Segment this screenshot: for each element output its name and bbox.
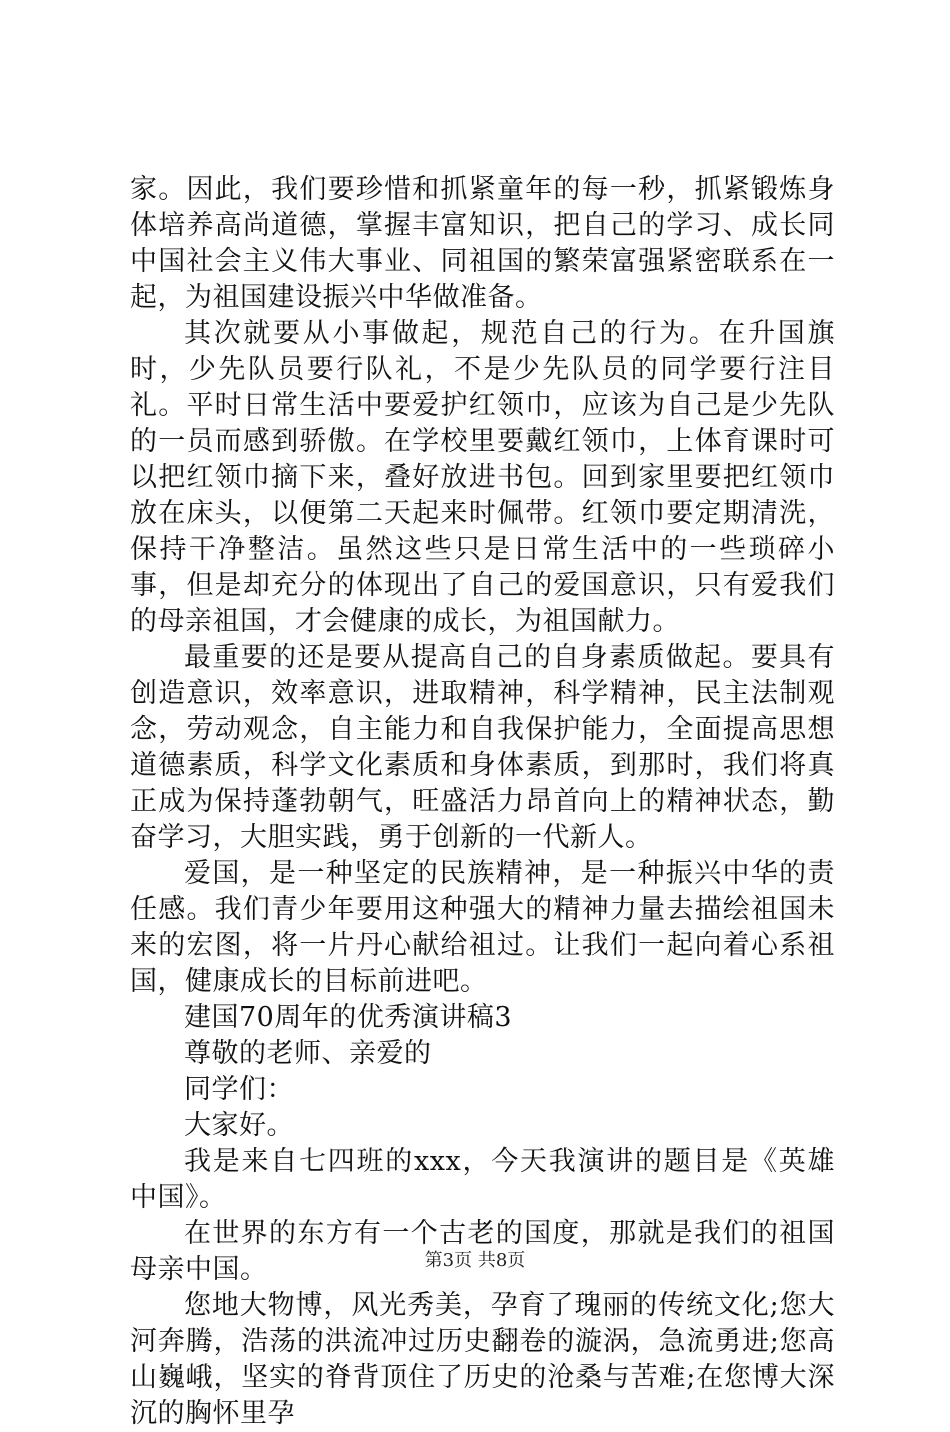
- salutation-line-1: 尊敬的老师、亲爱的: [184, 1038, 432, 1069]
- paragraph-1: 家。因此，我们要珍惜和抓紧童年的每一秒，抓紧锻炼身体培养高尚道德，掌握丰富知识，把自己的学习、成长同中国社会主义伟大事业、同祖国的繁荣富强紧密联系在一起，为祖国建设振兴中华做准备。: [130, 174, 835, 313]
- paragraph-6: 在世界的东方有一个古老的国度，那就是我们的祖国母亲中国。: [130, 1218, 835, 1285]
- page-footer: 第3页 共8页: [424, 1250, 526, 1271]
- paragraph-2: 其次就要从小事做起，规范自己的行为。在升国旗时，少先队员要行队礼，不是少先队员的同学要行注目礼。平时日常生活中要爱护红领巾，应该为自己是少先队的一员而感到骄傲。在学校里要戴红领巾，上体育课时可以把红领巾摘下来，叠好放进书包。回到家里要把红领巾放在床头，以便第二天起来时佩带。红领巾要定期清洗，保持干净整洁。虽然这些只是日常生活中的一些琐碎小事，但是却充分的体现出了自己的爱国意识，只有爱我们的母亲祖国，才会健康的成长，为祖国献力。: [130, 318, 835, 637]
- greeting-line: 大家好。: [184, 1110, 294, 1141]
- speech-heading: 建国70周年的优秀演讲稿3: [184, 1002, 513, 1033]
- paragraph-3: 最重要的还是要从提高自己的自身素质做起。要具有创造意识，效率意识，进取精神，科学精神，民主法制观念，劳动观念，自主能力和自我保护能力，全面提高思想道德素质，科学文化素质和身体素质，到那时，我们将真正成为保持蓬勃朝气，旺盛活力昂首向上的精神状态，勤奋学习，大胆实践，勇于创新的一代新人。: [130, 642, 835, 853]
- paragraph-5: 我是来自七四班的xxx，今天我演讲的题目是《英雄中国》。: [130, 1146, 835, 1213]
- salutation-line-2: 同学们：: [184, 1074, 294, 1105]
- paragraph-7: 您地大物博，风光秀美，孕育了瑰丽的传统文化;您大河奔腾，浩荡的洪流冲过历史翻卷的漩涡，急流勇进;您高山巍峨，坚实的脊背顶住了历史的沧桑与苦难;在您博大深沉的胸怀里孕: [130, 1290, 835, 1429]
- document-body: [130, 172, 835, 1432]
- paragraph-4: 爱国，是一种坚定的民族精神，是一种振兴中华的责任感。我们青少年要用这种强大的精神力量去描绘祖国未来的宏图，将一片丹心献给祖过。让我们一起向着心系祖国，健康成长的目标前进吧。: [130, 858, 835, 997]
